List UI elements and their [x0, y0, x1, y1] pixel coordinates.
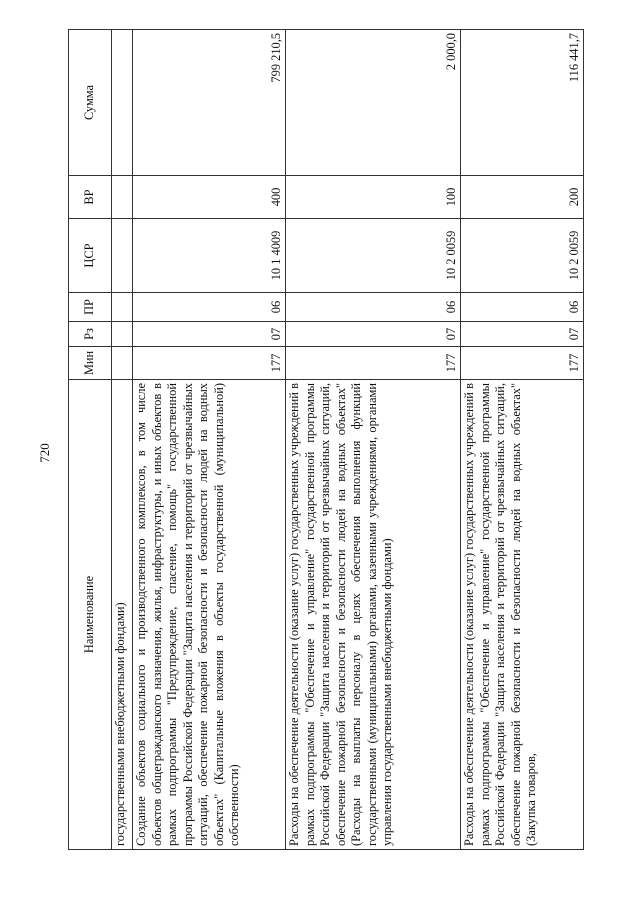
row-rz: 07: [286, 322, 461, 347]
row-pr: 06: [461, 293, 584, 322]
row-rz: 07: [133, 322, 286, 347]
header-rz: Рз: [69, 322, 112, 347]
table-row: [133, 30, 286, 850]
row-min: 177: [286, 347, 461, 380]
table-row: [286, 30, 461, 850]
row-name: Расходы на обеспечение деятельности (оказание услуг) государственных учреждений в рамках подпрограммы "Обеспечение и управление" государственной программы Российской Федерации "Защита населения и территорий от чрезвычайных ситуаций, обеспечение пожарной безопасности и безопасности людей на водных объектах" (Закупка товаров,: [461, 380, 584, 850]
budget-table-rotated: [68, 30, 588, 850]
table-header-row: [69, 30, 112, 850]
header-csr: ЦСР: [69, 219, 112, 293]
row-sum: 2 000,0: [286, 30, 461, 176]
header-min: Мин: [69, 347, 112, 380]
page-number: 720: [37, 443, 52, 463]
row-sum: 116 441,7: [461, 30, 584, 176]
row-min: 177: [133, 347, 286, 380]
row-rz: 07: [461, 322, 584, 347]
carry-over-text: государственными внебюджетными фондами): [112, 380, 133, 850]
row-name: Создание объектов социального и производственного комплексов, в том числе объектов общегражданского назначения, жилья, инфраструктуры, и иных объектов в рамках подпрограммы "Предупреждение, спасение, помощь" государственной программы Российской Федерации "Защита населения и территорий от чрезвычайных ситуаций, обеспечение пожарной безопасности и безопасности людей на водных объектах" (Капитальные вложения в объекты государственной (муниципальной) собственности): [133, 380, 286, 850]
row-vr: 400: [133, 176, 286, 219]
header-pr: ПР: [69, 293, 112, 322]
row-min: 177: [461, 347, 584, 380]
row-sum: 799 210,5: [133, 30, 286, 176]
header-name: Наименование: [69, 380, 112, 850]
row-pr: 06: [286, 293, 461, 322]
row-name: Расходы на обеспечение деятельности (оказание услуг) государственных учреждений в рамках подпрограммы "Обеспечение и управление" государственной программы Российской Федерации "Защита населения и территорий от чрезвычайных ситуаций, обеспечение пожарной безопасности и безопасности людей на водных объектах" (Расходы на выплаты персоналу в целях обеспечения выполнения функций государственными (муниципальными) органами, казенными учреждениями, органами управления государственными внебюджетными фондами): [286, 380, 461, 850]
header-sum: Сумма: [69, 30, 112, 176]
row-vr: 200: [461, 176, 584, 219]
row-csr: 10 1 4009: [133, 219, 286, 293]
budget-table: [68, 29, 584, 850]
table-row-carry-over: [112, 30, 133, 850]
row-csr: 10 2 0059: [286, 219, 461, 293]
row-pr: 06: [133, 293, 286, 322]
header-vr: ВР: [69, 176, 112, 219]
row-csr: 10 2 0059: [461, 219, 584, 293]
row-vr: 100: [286, 176, 461, 219]
table-row: [461, 30, 584, 850]
